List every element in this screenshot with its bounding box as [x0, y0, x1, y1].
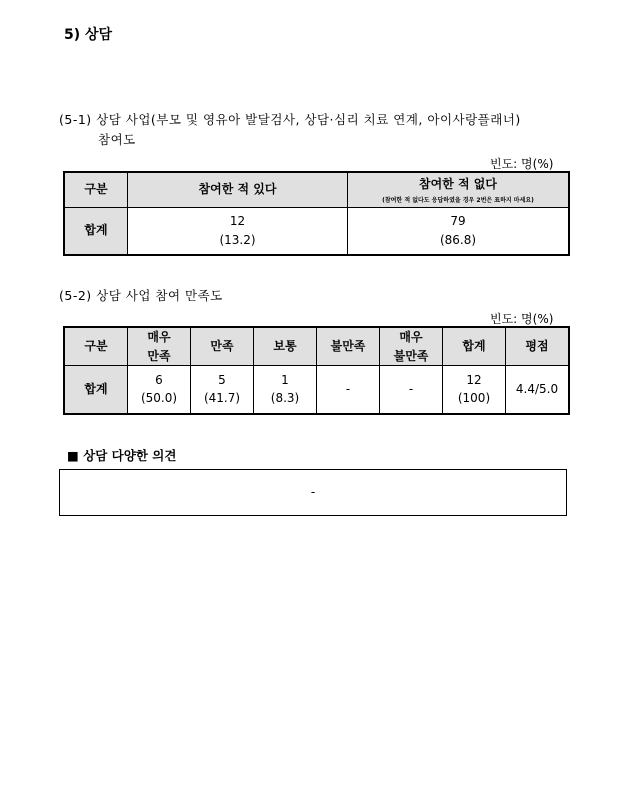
header-neutral: 보통	[254, 327, 317, 366]
cell-participated: 12 (13.2)	[128, 207, 348, 255]
cell-neutral: 1 (8.3)	[254, 366, 317, 414]
header-not-participated: 참여한 적 없다 (참여한 적 없다도 응답하였을 경우 2번은 표하지 마세요)	[348, 172, 570, 207]
question-5-2-title: (5-2) 상담 사업 참여 만족도	[59, 288, 223, 303]
header-total: 합계	[443, 327, 506, 366]
header-very-dissatisfied: 매우 불만족	[380, 327, 443, 366]
header-category: 구분	[64, 172, 128, 207]
section-title: 5) 상담	[64, 27, 113, 43]
participation-table	[63, 171, 570, 256]
cell-total: 12 (100)	[443, 366, 506, 414]
opinions-title: ■ 상담 다양한 의견	[67, 448, 177, 463]
header-dissatisfied: 불만족	[317, 327, 380, 366]
opinions-box: -	[59, 469, 567, 516]
question-5-1-title: (5-1) 상담 사업(부모 및 영유아 발달검사, 상담·심리 치료 연계, 아이사랑플래너)	[59, 112, 521, 127]
header-category: 구분	[64, 327, 128, 366]
cell-very-dissatisfied: -	[380, 366, 443, 414]
cell-dissatisfied: -	[317, 366, 380, 414]
row-label-total: 합계	[64, 207, 128, 255]
row-label-total: 합계	[64, 366, 128, 414]
unit-label-1: 빈도: 명(%)	[490, 157, 554, 171]
question-5-1-title-cont: 참여도	[98, 132, 136, 147]
header-participated: 참여한 적 있다	[128, 172, 348, 207]
cell-not-participated: 79 (86.8)	[348, 207, 570, 255]
cell-very-satisfied: 6 (50.0)	[128, 366, 191, 414]
header-satisfied: 만족	[191, 327, 254, 366]
unit-label-2: 빈도: 명(%)	[490, 312, 554, 326]
satisfaction-table	[63, 326, 570, 415]
cell-satisfied: 5 (41.7)	[191, 366, 254, 414]
header-very-satisfied: 매우 만족	[128, 327, 191, 366]
header-note: (참여한 적 없다도 응답하였을 경우 2번은 표하지 마세요)	[382, 197, 534, 205]
cell-rating: 4.4/5.0	[506, 366, 570, 414]
header-rating: 평점	[506, 327, 570, 366]
